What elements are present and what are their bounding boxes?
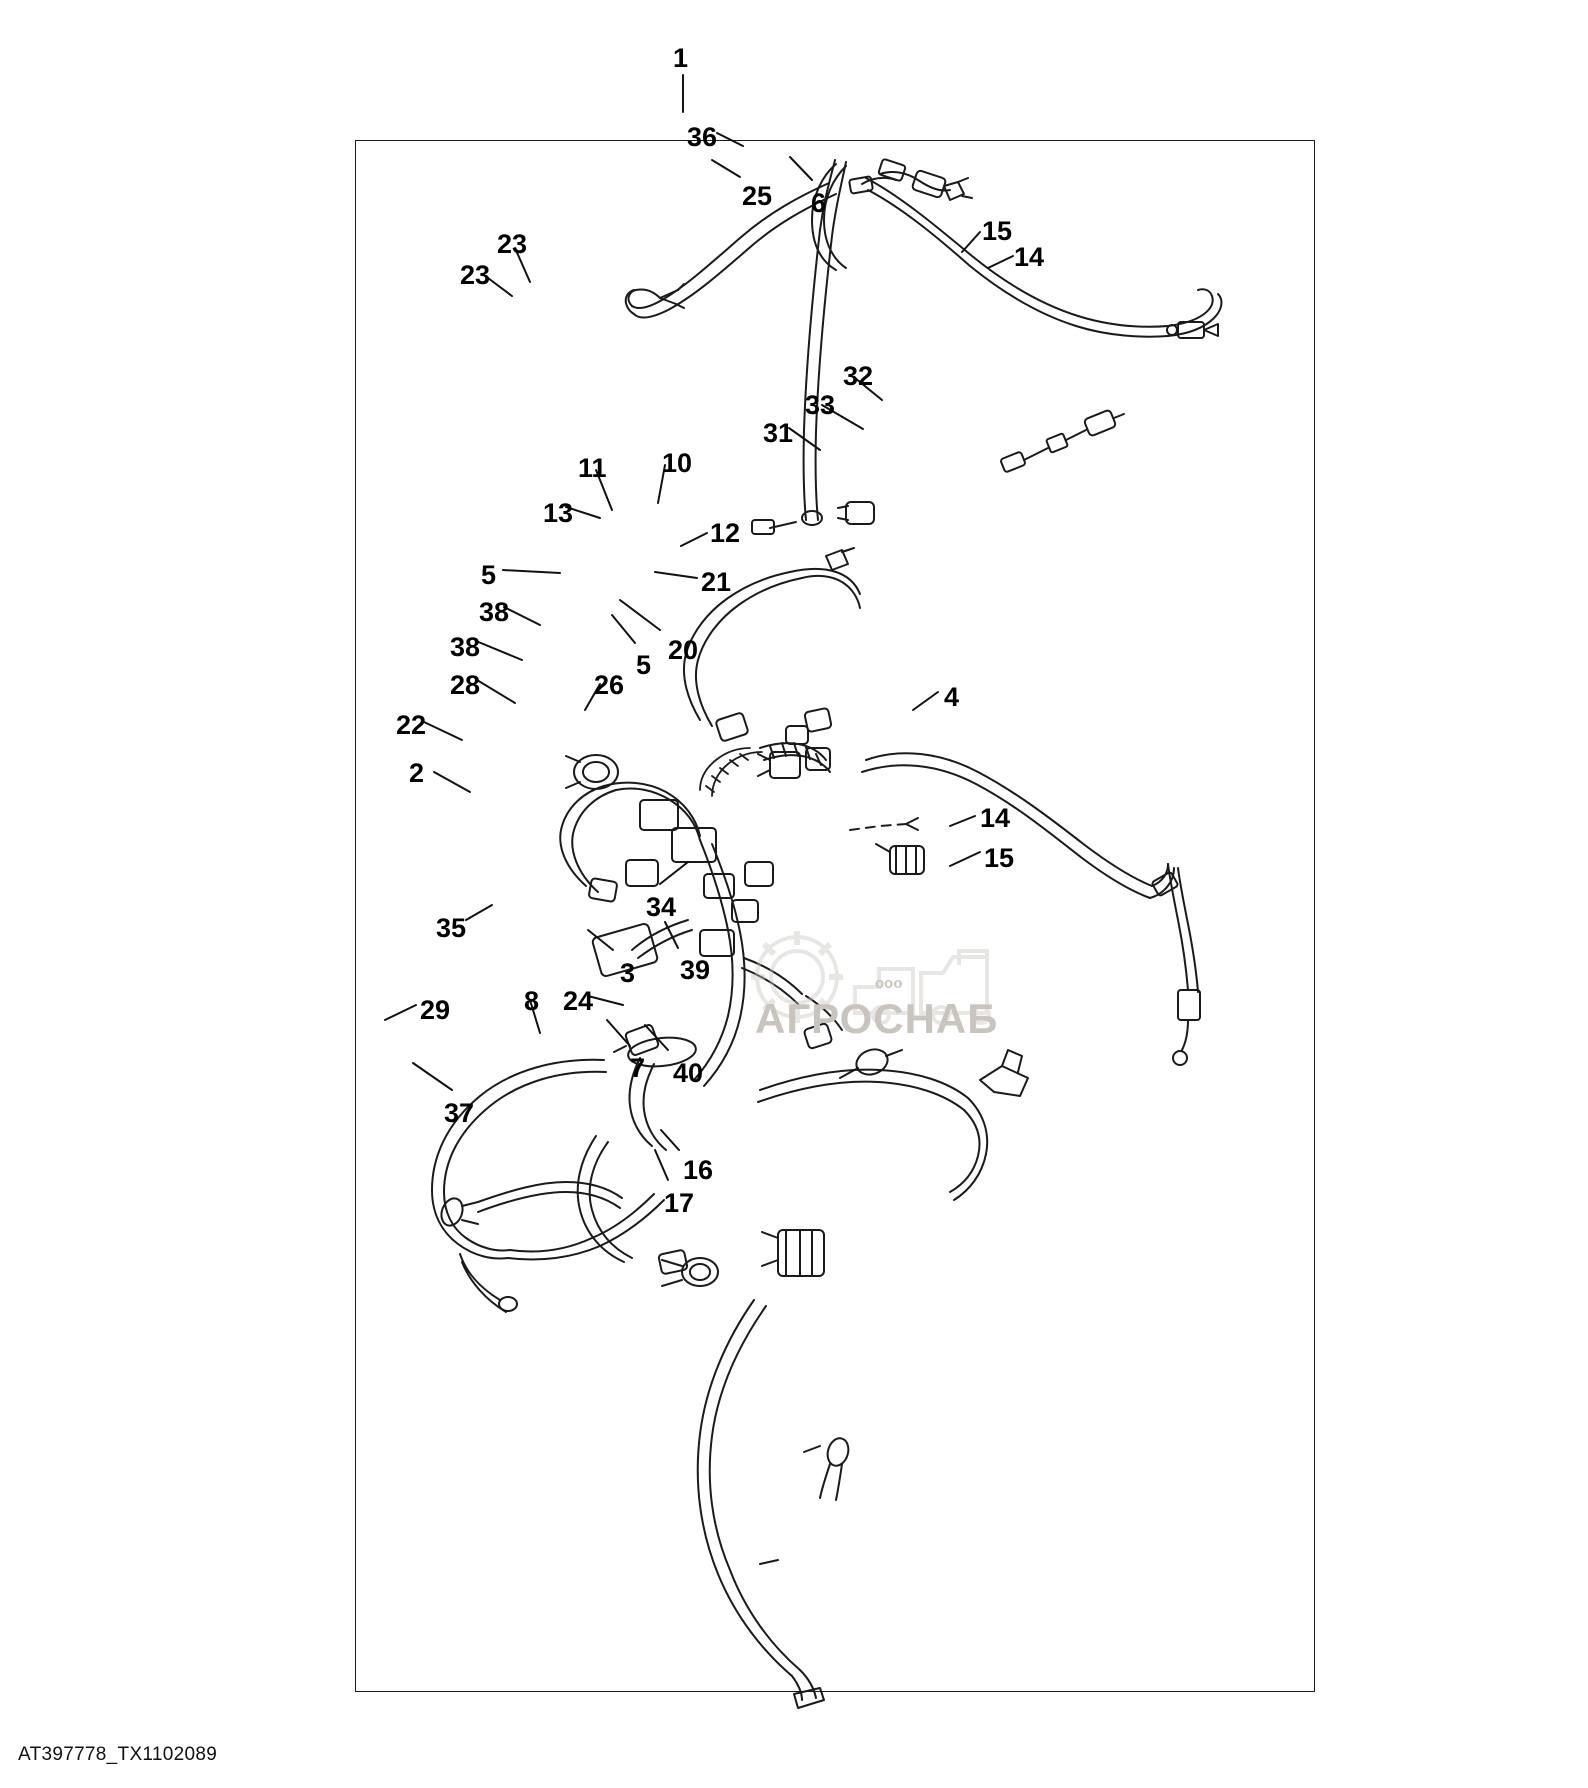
leader-34 [660, 862, 688, 884]
callout-22: 22 [396, 710, 427, 740]
leader-38b [476, 641, 522, 660]
leader-3 [588, 930, 613, 950]
callout-15b: 15 [984, 843, 1015, 873]
leader-40 [645, 1025, 668, 1050]
leader-16 [661, 1130, 679, 1150]
leader-15a [962, 232, 980, 252]
leader-12 [681, 533, 707, 546]
leader-2 [434, 772, 470, 792]
leader-6 [790, 157, 812, 180]
callout-13: 13 [543, 498, 574, 528]
callout-8: 8 [524, 986, 540, 1016]
leader-21 [655, 572, 697, 578]
callout-29: 29 [420, 995, 451, 1025]
callout-33: 33 [805, 390, 836, 420]
callout-39: 39 [680, 955, 711, 985]
leader-4 [913, 692, 938, 710]
leader-31 [789, 428, 820, 450]
leader-5a [503, 570, 560, 573]
callout-4: 4 [944, 682, 960, 712]
callout-34: 34 [646, 892, 677, 922]
callout-25: 25 [742, 181, 773, 211]
callout-28: 28 [450, 670, 481, 700]
callout-17: 17 [664, 1188, 695, 1218]
leader-23b [488, 278, 512, 296]
leader-15b [950, 852, 980, 866]
leader-14b [950, 816, 975, 826]
callout-24: 24 [563, 986, 594, 1016]
leader-20 [620, 600, 660, 630]
leader-35 [466, 905, 492, 920]
callout-38a: 38 [479, 597, 510, 627]
leader-25 [712, 160, 740, 177]
callout-40: 40 [673, 1058, 704, 1088]
callout-11: 11 [578, 453, 607, 483]
callout-16: 16 [683, 1155, 714, 1185]
leader-22 [424, 722, 462, 740]
watermark-prefix: ооо [875, 975, 903, 992]
leader-17 [655, 1150, 668, 1180]
callout-36: 36 [687, 122, 718, 152]
callout-31: 31 [763, 418, 794, 448]
callout-38b: 38 [450, 632, 481, 662]
callout-6: 6 [811, 188, 827, 218]
callout-14a: 14 [1014, 242, 1045, 272]
figure-caption: AT397778_TX1102089 [18, 1744, 218, 1765]
leader-29 [385, 1005, 416, 1020]
callout-37: 37 [444, 1098, 475, 1128]
callout-20: 20 [668, 635, 699, 665]
leader-28 [477, 680, 515, 703]
callout-2: 2 [409, 758, 425, 788]
callout-32: 32 [843, 361, 874, 391]
callout-21: 21 [701, 567, 732, 597]
callout-7: 7 [630, 1053, 646, 1083]
leader-5b [612, 615, 635, 643]
callout-14b: 14 [980, 803, 1011, 833]
callout-23a: 23 [497, 229, 528, 259]
leader-36 [717, 133, 743, 146]
leader-38a [504, 607, 540, 625]
callout-15a: 15 [982, 216, 1013, 246]
leader-39 [665, 922, 678, 948]
callout-5b: 5 [636, 650, 652, 680]
callout-5a: 5 [481, 560, 497, 590]
callout-26: 26 [594, 670, 625, 700]
callout-10: 10 [662, 448, 693, 478]
callout-35: 35 [436, 913, 467, 943]
leader-24 [588, 996, 623, 1005]
callout-23b: 23 [460, 260, 491, 290]
leader-14a [988, 256, 1013, 268]
leader-37 [413, 1063, 452, 1090]
callout-1: 1 [673, 43, 689, 73]
watermark-brand: АГРОСНАБ [755, 995, 999, 1042]
leader-7 [607, 1020, 630, 1046]
callout-12: 12 [710, 518, 741, 548]
callout-3: 3 [620, 958, 636, 988]
